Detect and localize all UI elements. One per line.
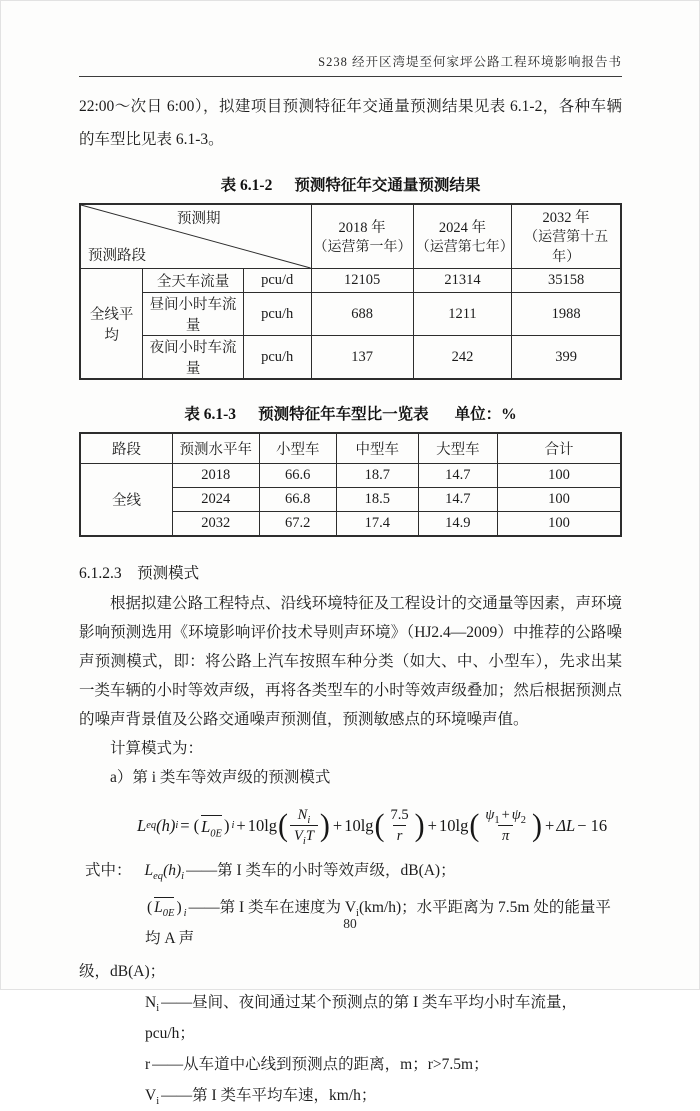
symbol-vi (145, 1087, 160, 1108)
value-2018: 688 (311, 293, 413, 336)
metric-name: 夜间小时车流量 (143, 336, 244, 380)
col-header-large: 大型车 (418, 433, 498, 464)
small-vehicle-pct: 66.8 (259, 488, 336, 512)
year-value: 2018 (173, 464, 260, 488)
overline-L0E (201, 815, 222, 837)
definition-text: ——第 I 类车平均车速，km/h； (161, 1087, 377, 1105)
small-vehicle-pct: 66.6 (259, 464, 336, 488)
definition-text: ——第 I 类车的小时等效声级，dB(A)； (186, 862, 456, 880)
symbol-l0e (145, 899, 187, 920)
calc-mode-label: 计算模式为： (110, 740, 204, 757)
year-header-2024 (413, 204, 514, 269)
big-open-paren: ( (469, 808, 480, 843)
overline-L0E (154, 897, 175, 920)
page-number: 80 (343, 916, 357, 931)
plus-sign: + (501, 807, 510, 823)
formula-N: N (297, 807, 308, 823)
diagonal-label-period: 预测期 (177, 211, 221, 227)
section-heading: 6.1.2.3 预测模式 (79, 565, 200, 582)
total-pct: 100 (498, 512, 621, 537)
row-group-cell: 全线 (80, 464, 173, 537)
numerator (294, 806, 315, 825)
formula-sub-0E: 0E (210, 827, 222, 839)
sym-sub-0E: 0E (162, 908, 175, 920)
col-header-road: 路段 (80, 433, 173, 464)
year-label: 2032 年 (542, 210, 590, 226)
definition-vi (79, 1080, 622, 1111)
small-vehicle-pct: 67.2 (259, 512, 336, 537)
metric-name: 全天车流量 (143, 269, 244, 293)
sym-L: L (144, 862, 154, 880)
formula-sub-1: 1 (494, 814, 500, 826)
open-paren: ( (147, 899, 153, 917)
plus-sign: + (545, 815, 555, 835)
symbol-r (145, 1056, 150, 1073)
definition-r (79, 1049, 622, 1080)
formula-minus-16: − 16 (577, 815, 608, 835)
table-613-unit-note: 单位：% (454, 406, 517, 423)
plus-sign: + (332, 815, 343, 835)
year-header-2032 (512, 204, 621, 269)
col-header-medium: 中型车 (336, 433, 418, 464)
large-vehicle-pct: 14.7 (418, 464, 498, 488)
value-2032: 1988 (512, 293, 621, 336)
year-sublabel: （运营第七年） (415, 240, 514, 255)
definition-leq (79, 855, 622, 886)
col-header-small: 小型车 (259, 433, 336, 464)
year-label: 2024 年 (438, 220, 487, 236)
vehicle-type-ratio-table (79, 432, 622, 537)
sym-sub-i: i (156, 1096, 160, 1108)
sym-sub-i: i (181, 871, 185, 883)
value-2018: 137 (311, 336, 413, 380)
table-row (80, 464, 621, 488)
denominator (290, 825, 318, 848)
year-header-2018 (311, 204, 413, 269)
value-2024: 1211 (413, 293, 511, 336)
medium-vehicle-pct: 18.7 (336, 464, 418, 488)
plus-sign: + (427, 815, 437, 835)
formula-deltaL: ΔL (556, 815, 576, 835)
large-vehicle-pct: 14.9 (418, 512, 498, 537)
big-close-paren: ) (319, 808, 330, 843)
col-header-total: 合计 (498, 433, 621, 464)
sym-V: V (145, 1087, 157, 1105)
formula-sub-i: i (307, 814, 311, 826)
equals-sign: = (180, 815, 190, 835)
formula-coef: 10lg (438, 815, 469, 835)
big-open-paren: ( (278, 808, 289, 843)
noise-prediction-formula: L eq (h) i = ( $L_{0E}$ ) i + 10lg ( $\frac{N_i}{V_iT}$ ) + 10lg ( $\frac{7.5}{r}$ ) + 10lg ( $\frac{\psi_1 + \psi_2}{\pi}$ ) + ΔL − 16 (137, 807, 608, 848)
diagonal-header-cell (80, 204, 311, 269)
big-close-paren: ) (532, 808, 543, 843)
total-pct: 100 (498, 488, 621, 512)
sym-L: L (154, 899, 163, 917)
fraction-psi-pi (481, 806, 530, 845)
definition-text: ——从车道中心线到预测点的距离，m；r>7.5m； (152, 1056, 489, 1074)
sym-sub-i: i (183, 908, 187, 920)
col-header-year: 预测水平年 (173, 433, 260, 464)
definition-text: ——第 I 类车在速度为 V (188, 899, 357, 917)
formula-T: T (305, 828, 314, 845)
sym-N: N (145, 994, 157, 1012)
definition-ni (79, 987, 622, 1049)
formula-psi1: ψ (485, 807, 495, 823)
year-value: 2024 (173, 488, 260, 512)
numerator (481, 806, 530, 825)
sym-sub-i: i (156, 1003, 160, 1015)
formula-L: L (137, 815, 147, 835)
table-612-label: 表 6.1-2 (220, 177, 273, 194)
year-sublabel: （运营第十五年） (524, 230, 609, 265)
fraction-7-5-r (387, 806, 413, 845)
table-row (80, 336, 621, 380)
value-2024: 21314 (413, 269, 511, 293)
table-612-header-row (80, 204, 621, 269)
table-613-title-text: 预测特征年车型比一览表 (258, 406, 429, 423)
section-paragraph: 根据拟建公路工程特点、沿线环境特征及工程设计的交通量等因素，声环境影响预测选用《环境影响评价技术导则声环境》（HJ2.4—2009）中推荐的公路噪声预测模式，即：将公路上汽车按照车种分类（如大、中、小型车），先求出某一类车辆的小时等效声级，再将各类型车的小时等效声级叠加；然后根据预测点的噪声背景值及公路交通噪声预测值，预测敏感点的环境噪声值。 (79, 595, 622, 728)
open-paren: ( (193, 815, 200, 835)
table-row (80, 269, 621, 293)
metric-name: 昼间小时车流量 (143, 293, 244, 336)
formula-psi2: ψ (511, 807, 521, 823)
numerator: 7.5 (390, 807, 409, 823)
formula-V: V (294, 828, 303, 845)
sym-arg-h: (h) (163, 862, 182, 880)
running-header: S238 经开区湾堤至何家坪公路工程环境影响报告书 (79, 52, 622, 77)
medium-vehicle-pct: 17.4 (336, 512, 418, 537)
year-sublabel: （运营第一年） (313, 240, 412, 255)
definitions-intro-label: 式中： (85, 862, 132, 880)
denominator: r (393, 825, 407, 845)
big-open-paren: ( (374, 808, 385, 843)
close-paren: ) (223, 815, 230, 835)
table-613-header-row (80, 433, 621, 464)
big-close-paren: ) (414, 808, 425, 843)
definition-l0e-continuation: 级，dB(A)； (79, 963, 166, 981)
table-row (80, 293, 621, 336)
formula-definitions (79, 855, 622, 1111)
sym-sub-i: i (356, 908, 359, 920)
formula-sub-i: i (302, 836, 306, 848)
item-a-label: a）第 i 类车等效声级的预测模式 (110, 769, 331, 786)
large-vehicle-pct: 14.7 (418, 488, 498, 512)
metric-unit: pcu/h (243, 293, 311, 336)
symbol-ni (145, 994, 160, 1015)
total-pct: 100 (498, 464, 621, 488)
value-2032: 35158 (512, 269, 621, 293)
value-2032: 399 (512, 336, 621, 380)
fraction-N-VT (290, 806, 318, 848)
row-group-cell: 全线平均 (80, 269, 143, 380)
sym-r: r (145, 1056, 151, 1074)
definition-text: (km/h)；水平距离为 7.5m 处的能量平均 A 声 (145, 899, 611, 948)
year-label: 2018 年 (338, 220, 386, 236)
table-612-title (79, 173, 622, 195)
value-2024: 242 (413, 336, 511, 380)
metric-unit: pcu/d (243, 269, 311, 293)
table-613-label: 表 6.1-3 (184, 406, 237, 423)
denominator: π (498, 825, 513, 845)
formula-sub-2: 2 (520, 814, 527, 826)
definition-text: ——昼间、夜间通过某个预测点的第 I 类车平均小时车流量，pcu/h； (145, 994, 578, 1043)
diagonal-label-road-section: 预测路段 (88, 248, 146, 264)
formula-coef: 10lg (344, 815, 374, 835)
formula-arg-h: (h) (156, 815, 176, 835)
sym-sub-eq: eq (153, 871, 164, 883)
medium-vehicle-pct: 18.5 (336, 488, 418, 512)
year-value: 2032 (173, 512, 260, 537)
close-paren: ) (176, 899, 182, 917)
value-2018: 12105 (311, 269, 413, 293)
formula-Lbar: L (201, 816, 211, 836)
traffic-volume-forecast-table (79, 203, 622, 380)
metric-unit: pcu/h (243, 336, 311, 380)
plus-sign: + (236, 815, 246, 835)
intro-paragraph: 22:00～次日 6:00），拟建项目预测特征年交通量预测结果见表 6.1-2，各种车辆的车型比见表 6.1-3。 (79, 98, 622, 148)
symbol-leq (144, 862, 185, 883)
table-613-title (79, 402, 622, 424)
formula-coef: 10lg (247, 815, 278, 835)
table-612-title-text: 预测特征年交通量预测结果 (294, 177, 481, 194)
